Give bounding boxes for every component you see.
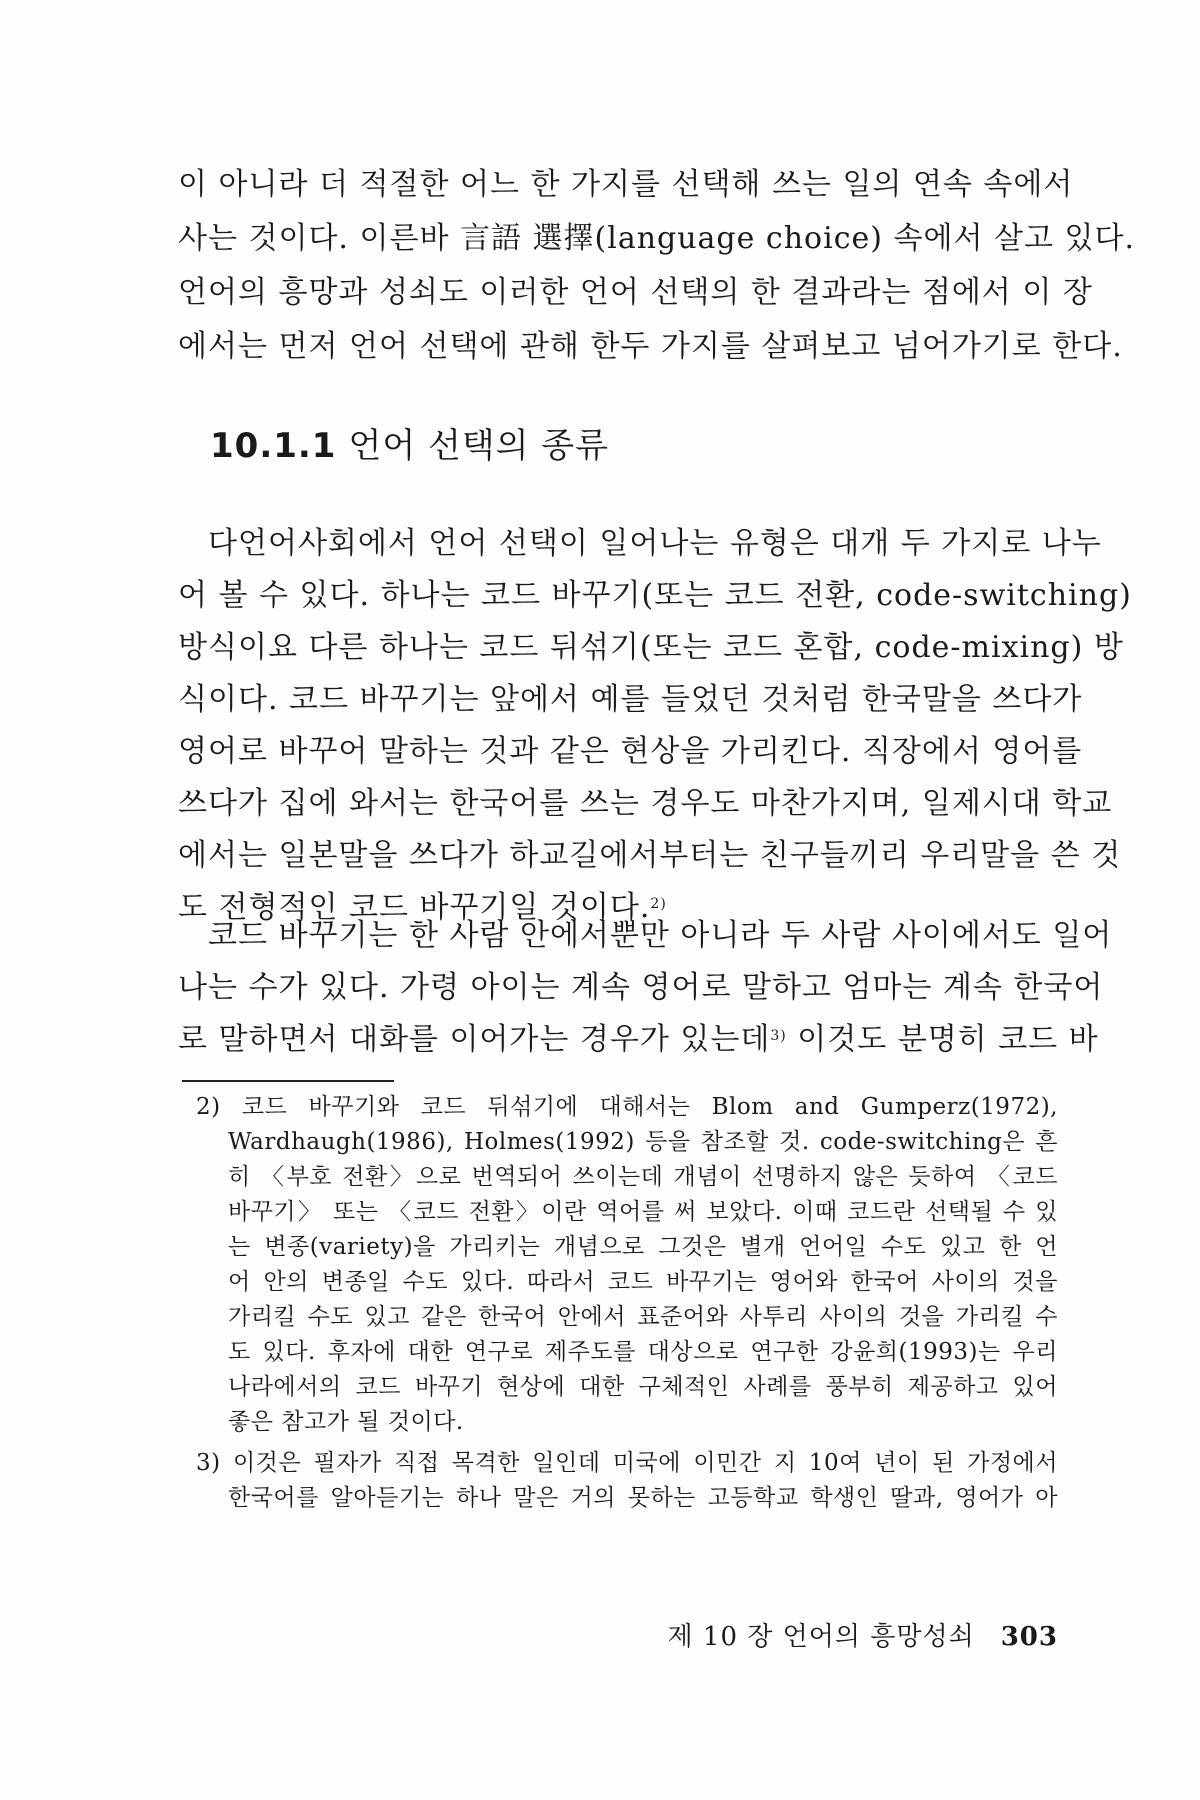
intro-paragraph: [178, 158, 1135, 374]
page-footer: [668, 1616, 1058, 1653]
text-line: 쓰다가 집에 와서는 한국어를 쓰는 경우도 마찬가지며, 일제시대 학교: [178, 786, 1113, 821]
footnote-line: Wardhaugh(1986), Holmes(1992) 등을 참조할 것. code-switching은 흔: [228, 1129, 1058, 1155]
text-line: 사는 것이다. 이른바 言語 選擇(language choice) 속에서 살고 있다.: [178, 221, 1135, 256]
text-line: 식이다. 코드 바꾸기는 앞에서 예를 들었던 것처럼 한국말을 쓰다가: [178, 682, 1083, 717]
text-line: 코드 바꾸기는 한 사람 안에서뿐만 아니라 두 사람 사이에서도 일어: [208, 918, 1113, 953]
footnote-line: 히 〈부호 전환〉으로 번역되어 쓰이는데 개념이 선명하지 않은 듯하여 〈코드: [228, 1164, 1058, 1190]
footnote-line: 도 있다. 후자에 대한 연구로 제주도를 대상으로 연구한 강윤희(1993)는 우리: [228, 1339, 1058, 1365]
section-title: 언어 선택의 종류: [348, 426, 609, 466]
section-heading: [210, 418, 609, 467]
footnote-line: 바꾸기〉 또는 〈코드 전환〉이란 역어를 써 보았다. 이때 코드란 선택될 수 있: [228, 1199, 1058, 1225]
text-line: [178, 1014, 1099, 1066]
footnote-line: 2) 코드 바꾸기와 코드 뒤섞기에 대해서는 Blom and Gumperz(1972),: [196, 1094, 1058, 1120]
text-line: 방식이요 다른 하나는 코드 뒤섞기(또는 코드 혼합, code-mixing) 방: [178, 630, 1124, 665]
footnote-line: 가리킬 수도 있고 같은 한국어 안에서 표준어와 사투리 사이의 것을 가리킬 수: [228, 1304, 1058, 1330]
footnote-divider: [182, 1080, 394, 1082]
text-segment: 도 전형적인 코드 바꾸기일 것이다.: [178, 890, 651, 925]
footnote-ref-2[interactable]: 2): [650, 896, 667, 912]
text-segment: 로 말하면서 대화를 이어가는 경우가 있는데: [178, 1022, 771, 1057]
text-line: 이 아니라 더 적절한 어느 한 가지를 선택해 쓰는 일의 연속 속에서: [178, 167, 1074, 202]
footnote-2: [196, 1090, 1058, 1440]
text-segment: 이것도 분명히 코드 바: [786, 1022, 1099, 1057]
body-paragraph-1: [178, 518, 1132, 934]
footnote-line: 나라에서의 코드 바꾸기 현상에 대한 구체적인 사례를 풍부히 제공하고 있어: [228, 1374, 1058, 1400]
section-number: 10.1.1: [210, 426, 337, 466]
body-paragraph-2: [178, 910, 1113, 1066]
footnote-ref-3[interactable]: 3): [770, 1028, 787, 1044]
text-line: 에서는 일본말을 쓰다가 하교길에서부터는 친구들끼리 우리말을 쓴 것: [178, 838, 1122, 873]
footnote-line: 어 안의 변종일 수도 있다. 따라서 코드 바꾸기는 영어와 한국어 사이의 것을: [228, 1269, 1058, 1295]
footnote-line: 3) 이것은 필자가 직접 목격한 일인데 미국에 이민간 지 10여 년이 된 가정에서: [196, 1450, 1058, 1476]
page-number: 303: [1000, 1622, 1058, 1652]
footnote-3: [196, 1446, 1058, 1516]
running-footer-chapter: 제 10 장 언어의 흥망성쇠: [667, 1622, 975, 1652]
text-line: 영어로 바꾸어 말하는 것과 같은 현상을 가리킨다. 직장에서 영어를: [178, 734, 1083, 769]
text-line: 나는 수가 있다. 가령 아이는 계속 영어로 말하고 엄마는 계속 한국어: [178, 970, 1104, 1005]
footnote-line: 한국어를 알아듣기는 하나 말은 거의 못하는 고등학교 학생인 딸과, 영어가 아: [228, 1485, 1058, 1511]
text-line: 언어의 흥망과 성쇠도 이러한 언어 선택의 한 결과라는 점에서 이 장: [178, 275, 1093, 310]
footnote-line: 좋은 참고가 될 것이다.: [228, 1409, 464, 1435]
text-line: 다언어사회에서 언어 선택이 일어나는 유형은 대개 두 가지로 나누: [208, 526, 1102, 561]
footnote-line: 는 변종(variety)을 가리키는 개념으로 그것은 별개 언어일 수도 있고 한 언: [228, 1234, 1058, 1260]
text-line: 에서는 먼저 언어 선택에 관해 한두 가지를 살펴보고 넘어가기로 한다.: [178, 329, 1123, 364]
footnotes: [196, 1090, 1058, 1516]
text-line: 어 볼 수 있다. 하나는 코드 바꾸기(또는 코드 전환, code-switching): [178, 578, 1132, 613]
